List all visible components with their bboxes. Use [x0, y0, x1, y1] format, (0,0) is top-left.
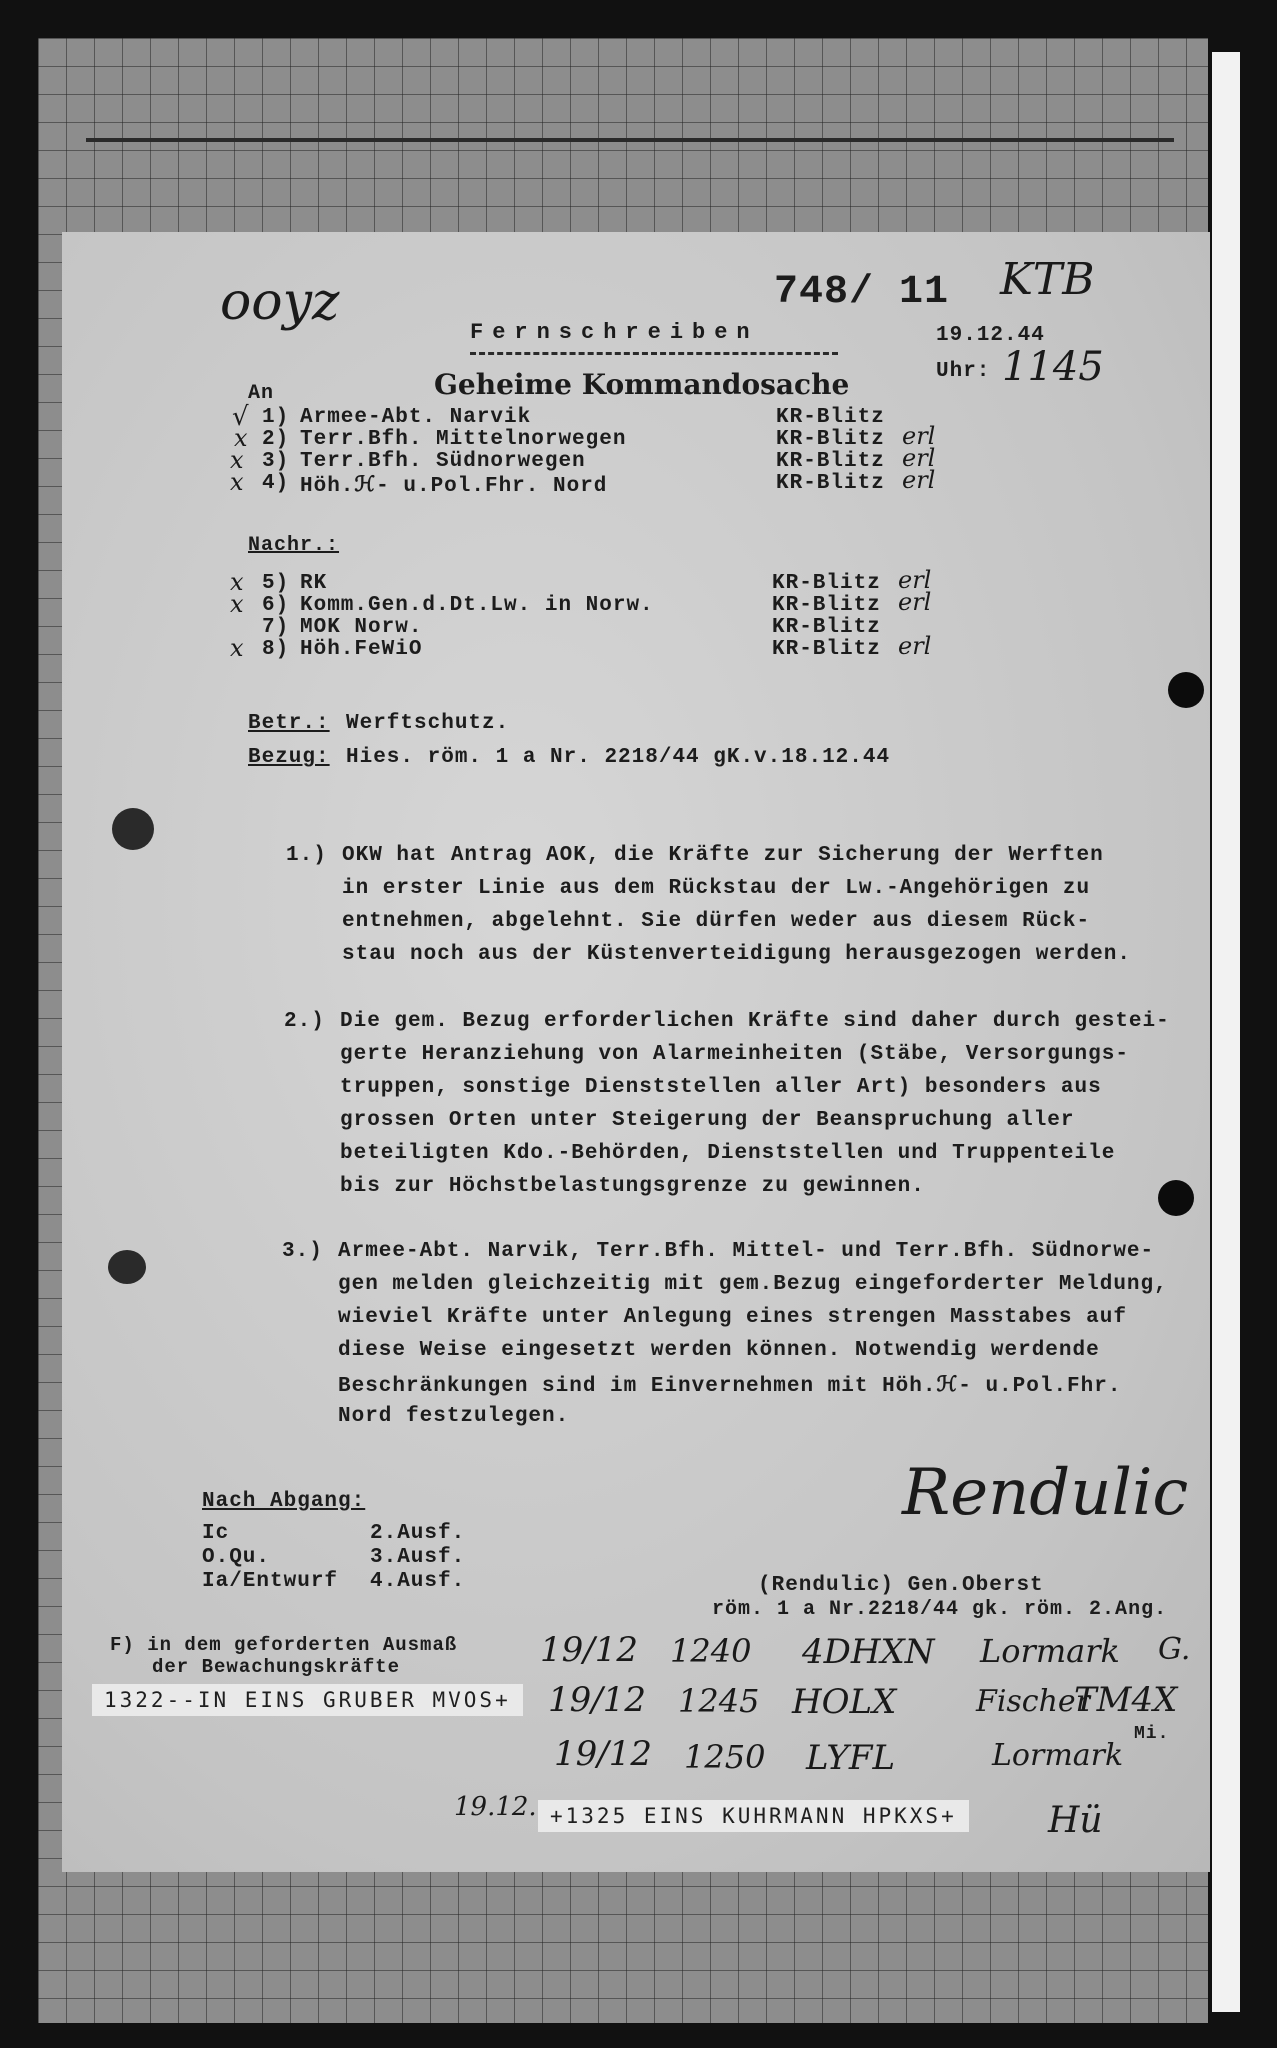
info-recipient-mark: x: [230, 590, 244, 618]
info-recipient-name: RK: [300, 572, 328, 595]
recipient-mark: x: [230, 446, 244, 474]
recipient-mark: x: [230, 468, 244, 496]
recipients-label: An: [248, 382, 275, 405]
log-time: 1240: [670, 1632, 752, 1670]
paragraph-line: grossen Orten unter Steigerung der Beanspruchung aller: [340, 1109, 1075, 1132]
paragraph-line: wieviel Kräfte unter Anlegung eines strengen Masstabes auf: [338, 1306, 1127, 1329]
recipient-number: 4): [262, 472, 290, 495]
info-recipient-name: Höh.FeWiO: [300, 638, 423, 661]
teleprinter-stamp-strip: +1325 EINS KUHRMANN HPKXS+: [538, 1800, 969, 1832]
log-code: HOLX: [792, 1682, 897, 1722]
log-mark-g: G.: [1158, 1632, 1191, 1667]
document-date: 19.12.44: [936, 324, 1045, 347]
log-code: LYFL: [806, 1738, 896, 1778]
reference-label: Bezug:: [248, 746, 330, 769]
recipient-name: Armee-Abt. Narvik: [300, 406, 532, 429]
paragraph-number: 3.): [282, 1240, 323, 1263]
info-recipients-label: Nachr.:: [248, 534, 340, 557]
info-recipient-note: erl: [898, 566, 932, 594]
handwritten-time: 1145: [1002, 344, 1104, 390]
paragraph-line: truppen, sonstige Dienststellen aller Art) besonders aus: [340, 1076, 1102, 1099]
log-mark-mi: Mi.: [1134, 1724, 1170, 1744]
paragraph-line: entnehmen, abgelehnt. Sie dürfen weder aus diesem Rück-: [342, 910, 1091, 933]
info-recipient-name: Komm.Gen.d.Dt.Lw. in Norw.: [300, 594, 654, 617]
paragraph-line: gerte Heranziehung von Alarmeinheiten (Stäbe, Versorgungs-: [340, 1043, 1129, 1066]
document-number: 748/ 11: [774, 270, 950, 315]
punch-hole-shadow: [108, 1250, 146, 1284]
info-recipient-priority: KR-Blitz: [772, 638, 881, 661]
paragraph-line: OKW hat Antrag AOK, die Kräfte zur Sicherung der Werften: [342, 844, 1104, 867]
recipient-mark: x: [234, 424, 248, 452]
recipient-note: erl: [902, 466, 936, 494]
info-recipient-number: 6): [262, 594, 290, 617]
punch-hole: [1158, 1180, 1194, 1216]
recipient-name: Terr.Bfh. Mittelnorwegen: [300, 428, 627, 451]
info-recipient-priority: KR-Blitz: [772, 594, 881, 617]
info-recipient-number: 8): [262, 638, 290, 661]
subject-text: Werftschutz.: [346, 712, 510, 735]
footnote-line: der Bewachungskräfte: [152, 1656, 401, 1678]
distribution-recipient: O.Qu.: [202, 1546, 271, 1569]
paragraph-line: Die gem. Bezug erforderlichen Kräfte sind daher durch gestei-: [340, 1010, 1170, 1033]
handwritten-code-top-left: ooyz: [220, 272, 340, 332]
footnote-line: F) in dem geforderten Ausmaß: [110, 1634, 458, 1656]
log-code: 4DHXN: [802, 1632, 935, 1672]
paragraph-line: gen melden gleichzeitig mit gem.Bezug eingeforderter Meldung,: [338, 1273, 1168, 1296]
paragraph-line: bis zur Höchstbelastungsgrenze zu gewinnen.: [340, 1175, 925, 1198]
signatory-name: (Rendulic) Gen.Oberst: [758, 1574, 1044, 1597]
recipient-note: erl: [902, 422, 936, 450]
log-date: 19/12: [554, 1734, 652, 1774]
distribution-copy: 4.Ausf.: [370, 1570, 466, 1593]
classification-stamp: Geheime Kommandosache: [434, 368, 850, 401]
recipient-note: erl: [902, 444, 936, 472]
recipient-name: Terr.Bfh. Südnorwegen: [300, 450, 586, 473]
distribution-recipient: Ic: [202, 1522, 230, 1545]
recipient-number: 1): [262, 406, 290, 429]
handwritten-signature: Rendulic: [902, 1456, 1189, 1530]
recipient-priority: KR-Blitz: [776, 428, 885, 451]
paragraph-line: beteiligten Kdo.-Behörden, Dienststellen und Truppenteile: [340, 1142, 1116, 1165]
recipient-priority: KR-Blitz: [776, 450, 885, 473]
telegram-document: [62, 232, 1210, 1872]
info-recipient-name: MOK Norw.: [300, 616, 423, 639]
teleprinter-stamp-strip: 1322--IN EINS GRUBER MVOS+: [92, 1684, 523, 1716]
punch-hole: [1168, 672, 1204, 708]
log-time: 1250: [684, 1738, 766, 1776]
time-label: Uhr:: [936, 360, 991, 383]
recipient-priority: KR-Blitz: [776, 472, 885, 495]
info-recipient-note: erl: [898, 588, 932, 616]
log-date: 19/12: [540, 1630, 638, 1670]
log-date: 19/12: [548, 1680, 646, 1720]
recipient-name: Höh.ℋ- u.Pol.Fhr. Nord: [300, 475, 608, 498]
distribution-copy: 3.Ausf.: [370, 1546, 466, 1569]
log-operator: Lormark: [980, 1632, 1120, 1670]
paragraph-line: stau noch aus der Küstenverteidigung herausgezogen werden.: [342, 943, 1131, 966]
reference-text: Hies. röm. 1 a Nr. 2218/44 gK.v.18.12.44: [346, 746, 891, 769]
document-title: Fernschreiben: [470, 320, 759, 345]
distribution-recipient: Ia/Entwurf: [202, 1570, 339, 1593]
distribution-copy: 2.Ausf.: [370, 1522, 466, 1545]
page-edge: [1212, 52, 1240, 2012]
distribution-label: Nach Abgang:: [202, 1490, 366, 1513]
info-recipient-number: 7): [262, 616, 290, 639]
handwritten-date-bottom: 19.12.: [454, 1792, 537, 1822]
info-recipient-number: 5): [262, 572, 290, 595]
recipient-priority: KR-Blitz: [776, 406, 885, 429]
info-recipient-priority: KR-Blitz: [772, 616, 881, 639]
recipient-number: 2): [262, 428, 290, 451]
info-recipient-mark: x: [230, 634, 244, 662]
title-underline: [470, 352, 838, 355]
subject-label: Betr.:: [248, 712, 330, 735]
paragraph-number: 2.): [284, 1010, 325, 1033]
recipient-mark: √: [232, 402, 249, 432]
punch-hole-shadow: [112, 808, 154, 850]
info-recipient-priority: KR-Blitz: [772, 572, 881, 595]
info-recipient-note: erl: [898, 632, 932, 660]
paragraph-number: 1.): [286, 844, 327, 867]
paragraph-line: diese Weise eingesetzt werden können. Notwendig werdende: [338, 1339, 1100, 1362]
info-recipient-mark: x: [230, 568, 244, 596]
signature-reference: röm. 1 a Nr.2218/44 gk. röm. 2.Ang.: [712, 1598, 1168, 1621]
log-operator: Lormark: [992, 1738, 1124, 1773]
paragraph-line: Beschränkungen sind im Einvernehmen mit Höh.ℋ- u.Pol.Fhr.: [338, 1375, 1122, 1398]
log-code-b: TM4X: [1074, 1680, 1178, 1720]
paragraph-line: Armee-Abt. Narvik, Terr.Bfh. Mittel- und Terr.Bfh. Südnorwe-: [338, 1240, 1155, 1263]
grid-frame-line: [86, 138, 1174, 222]
log-time: 1245: [678, 1682, 760, 1720]
handwritten-initial-bottom: Hü: [1048, 1800, 1103, 1841]
log-operator: Fischer: [976, 1684, 1091, 1719]
paragraph-line: Nord festzulegen.: [338, 1405, 570, 1428]
recipient-number: 3): [262, 450, 290, 473]
handwritten-mark-top-right: KTB: [1000, 254, 1095, 305]
paragraph-line: in erster Linie aus dem Rückstau der Lw.-Angehörigen zu: [342, 877, 1091, 900]
